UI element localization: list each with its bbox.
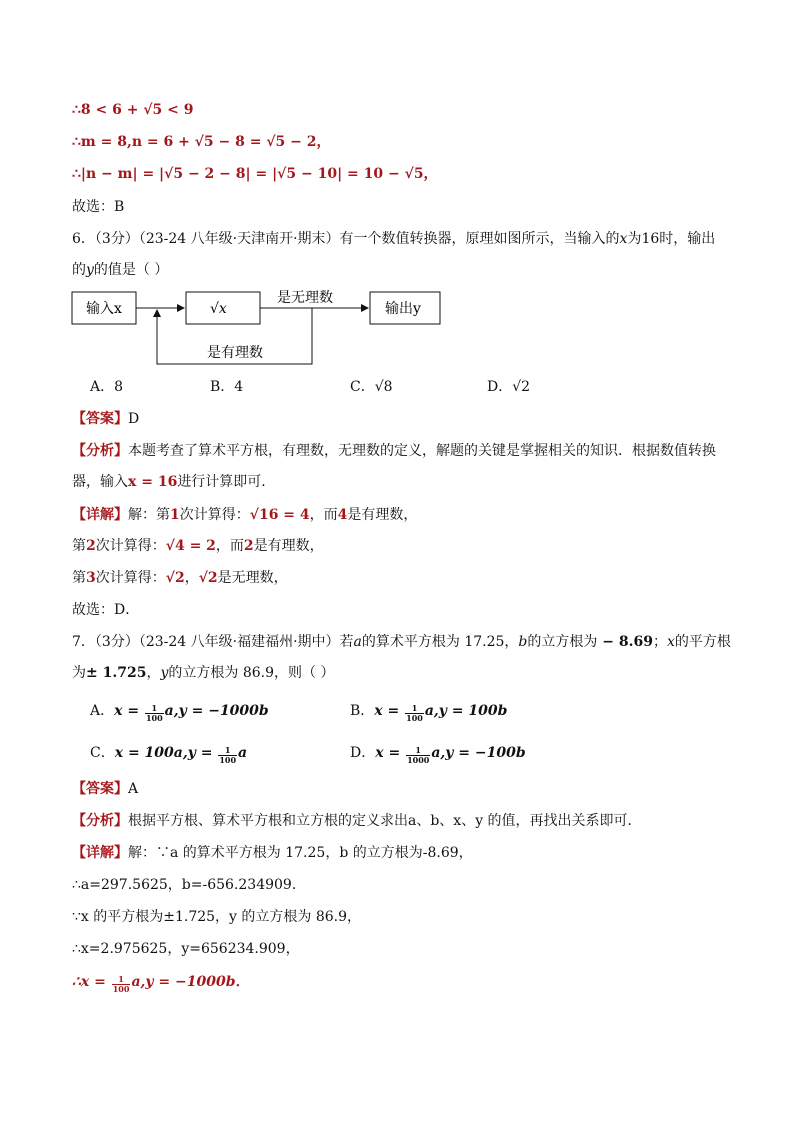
q6-detail-2: 第2次计算得：√4 = 2，而2是有理数， [72,538,324,554]
prev-line-1: ∴8 < 6 + √5 < 9 [72,102,194,118]
q6-option-d: D．√2 [487,379,531,395]
q7-analysis: 【分析】根据平方根、算术平方根和立方根的定义求出a、b、x、y 的值，再找出关系即可． [72,813,642,829]
prev-choice: 故选：B [72,199,125,215]
q7-option-b: B．x = $\frac{1}{100}$ a,y = 100b [350,703,508,723]
q6-detail-1: 【详解】解：第1次计算得：√16 = 4，而4是有理数， [72,507,418,523]
q7-detail-2: ∴a=297.5625，b=-656.234909． [72,877,306,893]
q7-option-d: D．x = $\frac{1}{1000}$ a,y = −100b [350,745,526,765]
q7-answer: 【答案】A [72,781,139,797]
rational-label: 是有理数 [207,345,263,361]
q6-analysis-2: 器，输入x = 16进行计算即可． [72,474,276,490]
q6-analysis-1: 【分析】本题考查了算术平方根，有理数，无理数的定义，解题的关键是掌握相关的知识．根据数值转换 [72,443,716,459]
prev-line-3: ∴|n − m| = |√5 − 2 − 8| = |√5 − 10| = 10 − √5， [72,166,438,182]
q6-option-b: B．4 [210,379,244,395]
q7-detail-3: ∵x 的平方根为±1.725，y 的立方根为 86.9， [72,909,362,925]
q6-detail-3: 第3次计算得：√2，√2是无理数， [72,570,288,586]
q6-answer: 【答案】D [72,411,140,427]
q7-detail-4: ∴x=2.975625，y=656234.909， [72,941,300,957]
q7-stem-line-2: 为± 1.725，y的立方根为 86.9，则（ ） [72,665,335,681]
q6-option-a: A．8 [90,379,124,395]
irrational-label: 是无理数 [277,290,333,306]
input-label: 输入x [86,301,122,317]
q7-detail-1: 【详解】解：∵a 的算术平方根为 17.25，b 的立方根为-8.69， [72,845,473,861]
q6-choice: 故选：D． [72,602,140,618]
q7-option-a: A．x = $\frac{1}{100}$ a,y = −1000b [90,703,269,723]
q6-stem-line-1: 6．（3分）（23-24 八年级·天津南开·期末）有一个数值转换器，原理如图所示，当输入的x为16时，输出 [72,231,716,247]
q7-detail-5: ∴x = $\frac{1}{100}$ a,y = −1000b． [72,974,250,994]
q6-option-c: C．√8 [350,379,393,395]
sqrt-label: √x [210,301,227,317]
q7-stem-line-1: 7．（3分）（23-24 八年级·福建福州·期中）若a的算术平方根为 17.25，b的立方根为 − 8.69；x的平方根 [72,634,731,650]
q7-option-c: C．x = 100a,y = $\frac{1}{100}$ a [90,745,248,765]
prev-line-2: ∴m = 8,n = 6 + √5 − 8 = √5 − 2， [72,134,331,150]
output-label: 输出y [385,301,421,317]
q6-stem-line-2: 的y的值是（ ） [72,262,169,278]
